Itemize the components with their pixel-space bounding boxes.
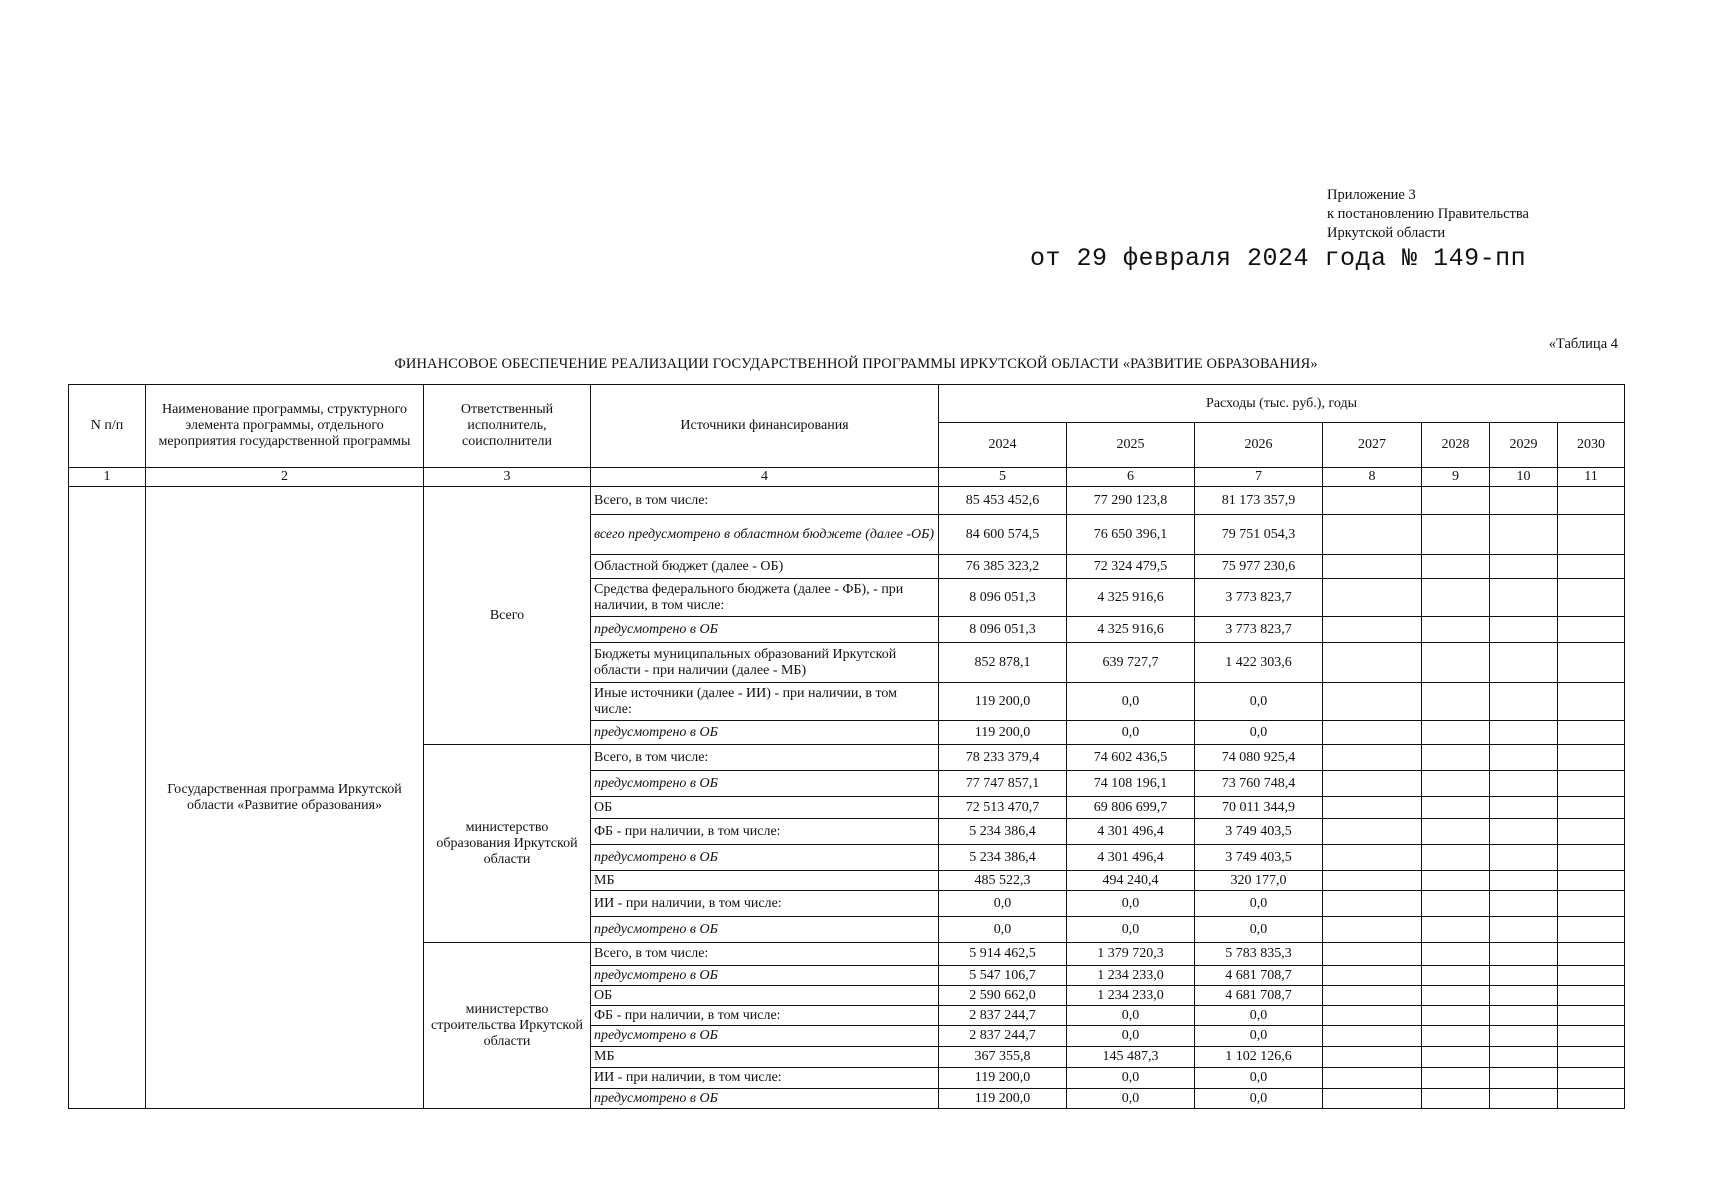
empty-year-cell: [1490, 771, 1558, 797]
amount-2024: 2 837 244,7: [939, 1026, 1067, 1047]
document-title: ФИНАНСОВОЕ ОБЕСПЕЧЕНИЕ РЕАЛИЗАЦИИ ГОСУДАРСТВЕННОЙ ПРОГРАММЫ ИРКУТСКОЙ ОБЛАСТИ «РАЗВИТИЕ ОБРАЗОВАНИЯ»: [394, 356, 1318, 372]
empty-year-cell: [1490, 555, 1558, 579]
empty-year-cell: [1323, 819, 1422, 845]
empty-year-cell: [1490, 515, 1558, 555]
empty-year-cell: [1490, 986, 1558, 1006]
header-year: 2025: [1067, 423, 1195, 468]
header-num: N п/п: [69, 385, 146, 468]
column-index: 2: [146, 468, 424, 487]
empty-year-cell: [1558, 1089, 1625, 1109]
empty-year-cell: [1323, 871, 1422, 891]
program-name: Государственная программа Иркутской области «Развитие образования»: [146, 487, 424, 1109]
amount-2024: 8 096 051,3: [939, 579, 1067, 617]
empty-year-cell: [1558, 943, 1625, 966]
empty-year-cell: [1323, 845, 1422, 871]
amount-2024: 5 234 386,4: [939, 819, 1067, 845]
empty-year-cell: [1558, 1026, 1625, 1047]
empty-year-cell: [1558, 966, 1625, 986]
amount-2024: 5 547 106,7: [939, 966, 1067, 986]
empty-year-cell: [1490, 721, 1558, 745]
amount-2024: 5 234 386,4: [939, 845, 1067, 871]
funding-source-label: предусмотрено в ОБ: [591, 845, 939, 871]
empty-year-cell: [1422, 871, 1490, 891]
empty-year-cell: [1422, 1047, 1490, 1068]
amount-2024: 0,0: [939, 917, 1067, 943]
amount-2025: 4 301 496,4: [1067, 819, 1195, 845]
table-number-label: «Таблица 4: [1548, 336, 1618, 352]
header-year: 2027: [1323, 423, 1422, 468]
amount-2026: 3 773 823,7: [1195, 617, 1323, 643]
empty-year-cell: [1422, 1006, 1490, 1026]
amount-2025: 1 379 720,3: [1067, 943, 1195, 966]
amount-2025: 0,0: [1067, 721, 1195, 745]
empty-year-cell: [1558, 683, 1625, 721]
amount-2024: 2 837 244,7: [939, 1006, 1067, 1026]
column-index: 9: [1422, 468, 1490, 487]
amount-2025: 0,0: [1067, 1006, 1195, 1026]
column-index: 6: [1067, 468, 1195, 487]
amount-2026: 0,0: [1195, 1068, 1323, 1089]
amount-2026: 4 681 708,7: [1195, 966, 1323, 986]
column-index: 7: [1195, 468, 1323, 487]
header-year: 2026: [1195, 423, 1323, 468]
empty-year-cell: [1323, 917, 1422, 943]
funding-source-label: Областной бюджет (далее - ОБ): [591, 555, 939, 579]
empty-year-cell: [1490, 643, 1558, 683]
empty-year-cell: [1558, 845, 1625, 871]
empty-year-cell: [1558, 617, 1625, 643]
empty-year-cell: [1323, 1047, 1422, 1068]
empty-year-cell: [1422, 683, 1490, 721]
amount-2026: 1 422 303,6: [1195, 643, 1323, 683]
appendix-line-3: Иркутской области: [1327, 225, 1446, 241]
header-sources: Источники финансирования: [591, 385, 939, 468]
empty-year-cell: [1422, 986, 1490, 1006]
funding-source-label: МБ: [591, 871, 939, 891]
empty-year-cell: [1422, 917, 1490, 943]
empty-year-cell: [1490, 1047, 1558, 1068]
amount-2026: 73 760 748,4: [1195, 771, 1323, 797]
amount-2024: 119 200,0: [939, 721, 1067, 745]
empty-year-cell: [1558, 515, 1625, 555]
column-index: 11: [1558, 468, 1625, 487]
amount-2025: 0,0: [1067, 917, 1195, 943]
appendix-line-2: к постановлению Правительства: [1327, 206, 1529, 222]
amount-2026: 1 102 126,6: [1195, 1047, 1323, 1068]
empty-year-cell: [1558, 986, 1625, 1006]
funding-source-label: предусмотрено в ОБ: [591, 771, 939, 797]
empty-year-cell: [1323, 1089, 1422, 1109]
amount-2025: 1 234 233,0: [1067, 966, 1195, 986]
column-index: 3: [424, 468, 591, 487]
empty-year-cell: [1490, 845, 1558, 871]
empty-year-cell: [1422, 721, 1490, 745]
executor-cell: министерство образования Иркутской области: [424, 745, 591, 943]
funding-source-label: всего предусмотрено в областном бюджете (далее -ОБ): [591, 515, 939, 555]
column-index-row: [69, 468, 1625, 487]
empty-year-cell: [1323, 555, 1422, 579]
empty-year-cell: [1490, 1068, 1558, 1089]
empty-year-cell: [1323, 745, 1422, 771]
empty-year-cell: [1422, 1026, 1490, 1047]
amount-2024: 78 233 379,4: [939, 745, 1067, 771]
row-number-cell: [69, 487, 146, 1109]
funding-source-label: ИИ - при наличии, в том числе:: [591, 1068, 939, 1089]
funding-source-label: ОБ: [591, 986, 939, 1006]
amount-2026: 0,0: [1195, 1089, 1323, 1109]
amount-2024: 85 453 452,6: [939, 487, 1067, 515]
funding-source-label: ИИ - при наличии, в том числе:: [591, 891, 939, 917]
empty-year-cell: [1490, 966, 1558, 986]
empty-year-cell: [1422, 819, 1490, 845]
amount-2025: 0,0: [1067, 683, 1195, 721]
empty-year-cell: [1323, 721, 1422, 745]
column-index: 8: [1323, 468, 1422, 487]
funding-source-label: Иные источники (далее - ИИ) - при наличии, в том числе:: [591, 683, 939, 721]
empty-year-cell: [1490, 579, 1558, 617]
amount-2026: 70 011 344,9: [1195, 797, 1323, 819]
funding-source-label: Всего, в том числе:: [591, 943, 939, 966]
empty-year-cell: [1558, 1006, 1625, 1026]
amount-2024: 76 385 323,2: [939, 555, 1067, 579]
amount-2025: 0,0: [1067, 891, 1195, 917]
amount-2025: 145 487,3: [1067, 1047, 1195, 1068]
empty-year-cell: [1558, 819, 1625, 845]
amount-2025: 74 108 196,1: [1067, 771, 1195, 797]
empty-year-cell: [1490, 1006, 1558, 1026]
empty-year-cell: [1558, 487, 1625, 515]
empty-year-cell: [1422, 891, 1490, 917]
empty-year-cell: [1490, 917, 1558, 943]
empty-year-cell: [1323, 943, 1422, 966]
amount-2024: 485 522,3: [939, 871, 1067, 891]
column-index: 10: [1490, 468, 1558, 487]
funding-source-label: предусмотрено в ОБ: [591, 721, 939, 745]
empty-year-cell: [1490, 891, 1558, 917]
empty-year-cell: [1558, 1068, 1625, 1089]
empty-year-cell: [1490, 487, 1558, 515]
amount-2025: 77 290 123,8: [1067, 487, 1195, 515]
amount-2026: 81 173 357,9: [1195, 487, 1323, 515]
empty-year-cell: [1558, 721, 1625, 745]
amount-2025: 639 727,7: [1067, 643, 1195, 683]
amount-2026: 0,0: [1195, 683, 1323, 721]
amount-2026: 4 681 708,7: [1195, 986, 1323, 1006]
amount-2025: 0,0: [1067, 1089, 1195, 1109]
funding-source-label: ОБ: [591, 797, 939, 819]
header-year: 2028: [1422, 423, 1490, 468]
funding-source-label: ФБ - при наличии, в том числе:: [591, 819, 939, 845]
amount-2025: 4 301 496,4: [1067, 845, 1195, 871]
empty-year-cell: [1323, 966, 1422, 986]
table-row: [69, 487, 1625, 515]
amount-2025: 4 325 916,6: [1067, 617, 1195, 643]
amount-2025: 4 325 916,6: [1067, 579, 1195, 617]
header-executor: Ответственный исполнитель, соисполнители: [424, 385, 591, 468]
funding-source-label: Всего, в том числе:: [591, 487, 939, 515]
empty-year-cell: [1422, 966, 1490, 986]
empty-year-cell: [1558, 917, 1625, 943]
amount-2025: 494 240,4: [1067, 871, 1195, 891]
empty-year-cell: [1558, 643, 1625, 683]
header-year: 2030: [1558, 423, 1625, 468]
empty-year-cell: [1422, 515, 1490, 555]
decree-date-stamp: от 29 февраля 2024 года № 149-пп: [1030, 244, 1527, 273]
amount-2026: 79 751 054,3: [1195, 515, 1323, 555]
empty-year-cell: [1422, 643, 1490, 683]
empty-year-cell: [1490, 943, 1558, 966]
empty-year-cell: [1558, 891, 1625, 917]
amount-2025: 1 234 233,0: [1067, 986, 1195, 1006]
funding-source-label: Средства федерального бюджета (далее - ФБ), - при наличии, в том числе:: [591, 579, 939, 617]
empty-year-cell: [1323, 771, 1422, 797]
empty-year-cell: [1422, 771, 1490, 797]
funding-source-label: МБ: [591, 1047, 939, 1068]
empty-year-cell: [1323, 986, 1422, 1006]
amount-2024: 8 096 051,3: [939, 617, 1067, 643]
empty-year-cell: [1558, 555, 1625, 579]
funding-source-label: ФБ - при наличии, в том числе:: [591, 1006, 939, 1026]
header-expenses: Расходы (тыс. руб.), годы: [939, 385, 1625, 423]
amount-2026: 74 080 925,4: [1195, 745, 1323, 771]
column-index: 4: [591, 468, 939, 487]
amount-2026: 0,0: [1195, 1026, 1323, 1047]
funding-source-label: Бюджеты муниципальных образований Иркутской области - при наличии (далее - МБ): [591, 643, 939, 683]
empty-year-cell: [1422, 555, 1490, 579]
amount-2026: 3 749 403,5: [1195, 819, 1323, 845]
funding-source-label: предусмотрено в ОБ: [591, 617, 939, 643]
empty-year-cell: [1422, 845, 1490, 871]
empty-year-cell: [1323, 515, 1422, 555]
empty-year-cell: [1490, 617, 1558, 643]
amount-2026: 0,0: [1195, 1006, 1323, 1026]
amount-2024: 119 200,0: [939, 1089, 1067, 1109]
amount-2025: 76 650 396,1: [1067, 515, 1195, 555]
empty-year-cell: [1422, 745, 1490, 771]
empty-year-cell: [1422, 487, 1490, 515]
amount-2024: 0,0: [939, 891, 1067, 917]
amount-2025: 74 602 436,5: [1067, 745, 1195, 771]
empty-year-cell: [1323, 643, 1422, 683]
empty-year-cell: [1422, 579, 1490, 617]
funding-source-label: предусмотрено в ОБ: [591, 966, 939, 986]
empty-year-cell: [1422, 1068, 1490, 1089]
column-index: 1: [69, 468, 146, 487]
amount-2024: 2 590 662,0: [939, 986, 1067, 1006]
empty-year-cell: [1558, 745, 1625, 771]
amount-2024: 119 200,0: [939, 683, 1067, 721]
empty-year-cell: [1558, 1047, 1625, 1068]
empty-year-cell: [1323, 1006, 1422, 1026]
empty-year-cell: [1422, 1089, 1490, 1109]
amount-2024: 852 878,1: [939, 643, 1067, 683]
empty-year-cell: [1323, 891, 1422, 917]
funding-source-label: предусмотрено в ОБ: [591, 1026, 939, 1047]
empty-year-cell: [1323, 797, 1422, 819]
appendix-block: [1327, 186, 1529, 243]
empty-year-cell: [1558, 579, 1625, 617]
appendix-line-1: Приложение 3: [1327, 187, 1416, 203]
empty-year-cell: [1490, 683, 1558, 721]
amount-2026: 0,0: [1195, 891, 1323, 917]
amount-2024: 84 600 574,5: [939, 515, 1067, 555]
amount-2025: 0,0: [1067, 1068, 1195, 1089]
executor-cell: Всего: [424, 487, 591, 745]
amount-2024: 77 747 857,1: [939, 771, 1067, 797]
funding-source-label: Всего, в том числе:: [591, 745, 939, 771]
amount-2026: 0,0: [1195, 721, 1323, 745]
amount-2026: 5 783 835,3: [1195, 943, 1323, 966]
empty-year-cell: [1323, 617, 1422, 643]
empty-year-cell: [1558, 797, 1625, 819]
header-name: Наименование программы, структурного элемента программы, отдельного мероприятия государственной программы: [146, 385, 424, 468]
amount-2025: 72 324 479,5: [1067, 555, 1195, 579]
empty-year-cell: [1490, 1026, 1558, 1047]
financing-table: [68, 384, 1625, 1109]
column-index: 5: [939, 468, 1067, 487]
empty-year-cell: [1422, 797, 1490, 819]
header-year: 2029: [1490, 423, 1558, 468]
empty-year-cell: [1323, 683, 1422, 721]
amount-2026: 320 177,0: [1195, 871, 1323, 891]
amount-2024: 119 200,0: [939, 1068, 1067, 1089]
amount-2026: 0,0: [1195, 917, 1323, 943]
amount-2024: 72 513 470,7: [939, 797, 1067, 819]
amount-2026: 75 977 230,6: [1195, 555, 1323, 579]
empty-year-cell: [1490, 745, 1558, 771]
amount-2025: 0,0: [1067, 1026, 1195, 1047]
empty-year-cell: [1490, 797, 1558, 819]
empty-year-cell: [1323, 1068, 1422, 1089]
funding-source-label: предусмотрено в ОБ: [591, 1089, 939, 1109]
amount-2026: 3 749 403,5: [1195, 845, 1323, 871]
amount-2024: 5 914 462,5: [939, 943, 1067, 966]
empty-year-cell: [1558, 771, 1625, 797]
empty-year-cell: [1558, 871, 1625, 891]
executor-cell: министерство строительства Иркутской области: [424, 943, 591, 1109]
empty-year-cell: [1323, 579, 1422, 617]
empty-year-cell: [1490, 819, 1558, 845]
amount-2025: 69 806 699,7: [1067, 797, 1195, 819]
empty-year-cell: [1490, 871, 1558, 891]
header-year: 2024: [939, 423, 1067, 468]
empty-year-cell: [1323, 487, 1422, 515]
funding-source-label: предусмотрено в ОБ: [591, 917, 939, 943]
amount-2024: 367 355,8: [939, 1047, 1067, 1068]
empty-year-cell: [1323, 1026, 1422, 1047]
empty-year-cell: [1490, 1089, 1558, 1109]
empty-year-cell: [1422, 943, 1490, 966]
amount-2026: 3 773 823,7: [1195, 579, 1323, 617]
empty-year-cell: [1422, 617, 1490, 643]
